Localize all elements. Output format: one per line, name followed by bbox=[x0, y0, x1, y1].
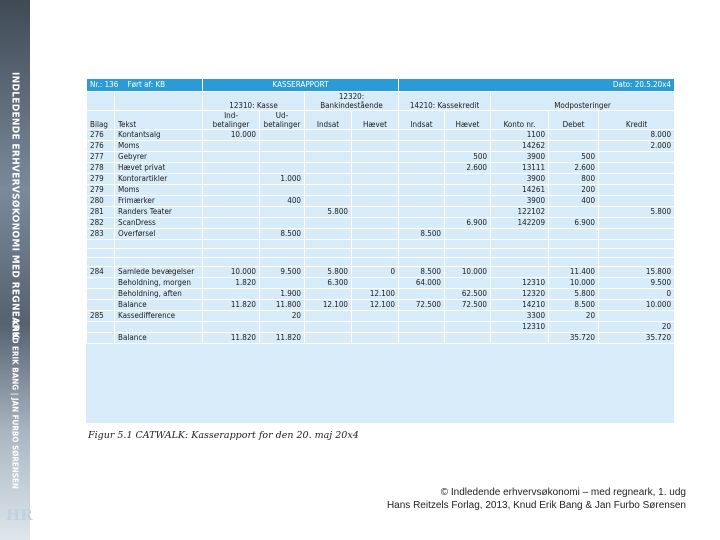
table-cell bbox=[203, 240, 260, 249]
table-cell bbox=[445, 249, 491, 258]
table-cell: 3900 bbox=[491, 152, 549, 163]
table-cell: Overførsel bbox=[115, 229, 203, 240]
table-cell bbox=[399, 322, 445, 333]
table-cell: 20 bbox=[260, 311, 305, 322]
table-cell: 10.000 bbox=[445, 267, 491, 278]
table-cell: 276 bbox=[87, 130, 115, 141]
copyright-line-2: Hans Reitzels Forlag, 2013, Knud Erik Bang & Jan Furbo Sørensen bbox=[386, 500, 686, 511]
table-cell bbox=[352, 185, 399, 196]
table-cell bbox=[260, 240, 305, 249]
table-cell bbox=[445, 185, 491, 196]
table-cell bbox=[352, 141, 399, 152]
table-cell: 3900 bbox=[491, 174, 549, 185]
publisher-logo: HR bbox=[6, 506, 33, 524]
table-cell bbox=[599, 152, 675, 163]
table-row bbox=[87, 249, 675, 258]
table-cell: 20 bbox=[599, 322, 675, 333]
table-cell bbox=[305, 174, 352, 185]
table-cell bbox=[352, 240, 399, 249]
table-cell bbox=[399, 174, 445, 185]
table-cell bbox=[260, 163, 305, 174]
table-cell bbox=[203, 207, 260, 218]
table-cell bbox=[260, 322, 305, 333]
table-cell bbox=[203, 258, 260, 267]
table-cell: 35.720 bbox=[549, 333, 599, 344]
table-cell bbox=[305, 333, 352, 344]
table-cell bbox=[87, 333, 115, 344]
report-header-row bbox=[87, 79, 675, 92]
table-cell bbox=[549, 249, 599, 258]
table-cell bbox=[399, 130, 445, 141]
book-spine bbox=[0, 0, 33, 540]
table-row bbox=[87, 229, 675, 240]
table-cell bbox=[305, 196, 352, 207]
table-cell: 5.800 bbox=[305, 207, 352, 218]
table-cell bbox=[260, 249, 305, 258]
table-cell bbox=[115, 258, 203, 267]
table-cell bbox=[445, 229, 491, 240]
report-number: Nr.: 136 bbox=[90, 80, 119, 89]
column-header: Indsat bbox=[399, 111, 445, 130]
table-cell: ScanDress bbox=[115, 218, 203, 229]
table-cell bbox=[87, 249, 115, 258]
table-row bbox=[87, 278, 675, 289]
table-cell bbox=[549, 207, 599, 218]
table-cell: 11.820 bbox=[260, 333, 305, 344]
table-cell: 1.820 bbox=[203, 278, 260, 289]
table-cell bbox=[549, 240, 599, 249]
table-cell: 12310 bbox=[491, 322, 549, 333]
table-cell: 276 bbox=[87, 141, 115, 152]
table-cell: 11.820 bbox=[203, 333, 260, 344]
table-cell bbox=[352, 258, 399, 267]
table-cell bbox=[399, 258, 445, 267]
table-cell bbox=[203, 249, 260, 258]
table-cell bbox=[203, 311, 260, 322]
table-cell: 11.820 bbox=[203, 300, 260, 311]
column-header: Hævet bbox=[445, 111, 491, 130]
column-header: Tekst bbox=[115, 111, 203, 130]
table-cell bbox=[445, 240, 491, 249]
table-cell bbox=[305, 141, 352, 152]
table-cell bbox=[445, 130, 491, 141]
table-row bbox=[87, 218, 675, 229]
table-cell bbox=[599, 311, 675, 322]
table-cell bbox=[599, 258, 675, 267]
table-cell bbox=[599, 185, 675, 196]
table-cell bbox=[305, 130, 352, 141]
table-cell: 279 bbox=[87, 185, 115, 196]
table-cell bbox=[352, 322, 399, 333]
table-cell bbox=[115, 249, 203, 258]
table-cell bbox=[305, 185, 352, 196]
table-row bbox=[87, 300, 675, 311]
table-cell: 14261 bbox=[491, 185, 549, 196]
table-cell bbox=[352, 333, 399, 344]
table-cell bbox=[203, 163, 260, 174]
table-cell: 5.800 bbox=[305, 267, 352, 278]
kasserapport-figure bbox=[86, 78, 674, 423]
table-cell: Frimærker bbox=[115, 196, 203, 207]
column-header: Ud- betalinger bbox=[260, 111, 305, 130]
table-cell bbox=[203, 141, 260, 152]
table-cell: 8.500 bbox=[549, 300, 599, 311]
table-cell: 9.500 bbox=[599, 278, 675, 289]
table-cell: Kontantsalg bbox=[115, 130, 203, 141]
column-header: Indsat bbox=[305, 111, 352, 130]
table-cell bbox=[491, 267, 549, 278]
table-cell: Kontorartikler bbox=[115, 174, 203, 185]
table-cell: 283 bbox=[87, 229, 115, 240]
table-cell: 10.000 bbox=[599, 300, 675, 311]
table-cell bbox=[260, 130, 305, 141]
table-cell: 12310 bbox=[491, 278, 549, 289]
table-cell bbox=[352, 311, 399, 322]
spine-authors: KNUD ERIK BANG | JAN FURBO SØRENSEN bbox=[10, 320, 20, 489]
table-cell bbox=[445, 322, 491, 333]
table-cell bbox=[352, 163, 399, 174]
table-row bbox=[87, 267, 675, 278]
copyright-line-1: © Indledende erhvervsøkonomi – med regneark, 1. udg bbox=[440, 487, 686, 498]
table-row bbox=[87, 333, 675, 344]
table-cell bbox=[399, 185, 445, 196]
table-cell: 72.500 bbox=[445, 300, 491, 311]
table-cell bbox=[305, 229, 352, 240]
table-cell bbox=[115, 322, 203, 333]
table-cell: 20 bbox=[549, 311, 599, 322]
table-cell bbox=[87, 240, 115, 249]
table-cell bbox=[203, 185, 260, 196]
table-cell: Gebyrer bbox=[115, 152, 203, 163]
table-cell bbox=[305, 249, 352, 258]
table-cell: 9.500 bbox=[260, 267, 305, 278]
table-cell bbox=[352, 278, 399, 289]
header-modposteringer: Modposteringer bbox=[491, 92, 675, 111]
table-cell: 280 bbox=[87, 196, 115, 207]
report-date: Dato: 20.5.20x4 bbox=[399, 79, 675, 92]
table-cell bbox=[445, 196, 491, 207]
table-cell bbox=[399, 207, 445, 218]
table-cell: 72.500 bbox=[399, 300, 445, 311]
table-cell: 3300 bbox=[491, 311, 549, 322]
column-header: Konto nr. bbox=[491, 111, 549, 130]
table-cell: 8.500 bbox=[260, 229, 305, 240]
table-cell bbox=[305, 218, 352, 229]
table-cell: 142209 bbox=[491, 218, 549, 229]
table-cell bbox=[87, 278, 115, 289]
report-title: KASSERAPPORT bbox=[203, 79, 399, 92]
table-cell: 277 bbox=[87, 152, 115, 163]
table-cell bbox=[305, 311, 352, 322]
table-cell: 62.500 bbox=[445, 289, 491, 300]
table-cell bbox=[599, 249, 675, 258]
table-cell bbox=[352, 207, 399, 218]
figure-caption: Figur 5.1 CATWALK: Kasserapport for den 20. maj 20x4 bbox=[88, 430, 359, 441]
table-cell bbox=[260, 218, 305, 229]
table-row bbox=[87, 322, 675, 333]
table-cell: 400 bbox=[549, 196, 599, 207]
table-cell bbox=[305, 289, 352, 300]
table-cell bbox=[87, 289, 115, 300]
table-cell: 284 bbox=[87, 267, 115, 278]
table-cell: 2.000 bbox=[599, 141, 675, 152]
table-cell bbox=[203, 196, 260, 207]
table-cell bbox=[549, 141, 599, 152]
table-cell bbox=[549, 322, 599, 333]
header-kasse: 12310: Kasse bbox=[203, 92, 305, 111]
table-cell bbox=[352, 152, 399, 163]
table-cell bbox=[203, 218, 260, 229]
table-cell bbox=[352, 249, 399, 258]
table-cell: 35.720 bbox=[599, 333, 675, 344]
table-cell bbox=[203, 322, 260, 333]
header-bank: 12320: Bankindestående bbox=[305, 92, 399, 111]
table-cell: Beholdning, morgen bbox=[115, 278, 203, 289]
table-cell: Hævet privat bbox=[115, 163, 203, 174]
column-header: Ind- betalinger bbox=[203, 111, 260, 130]
table-cell: 14262 bbox=[491, 141, 549, 152]
table-cell bbox=[115, 240, 203, 249]
table-cell bbox=[549, 229, 599, 240]
table-cell: 8.500 bbox=[399, 229, 445, 240]
table-cell bbox=[203, 229, 260, 240]
table-cell bbox=[260, 185, 305, 196]
table-cell: Moms bbox=[115, 185, 203, 196]
table-row bbox=[87, 174, 675, 185]
table-cell: 3900 bbox=[491, 196, 549, 207]
table-cell: 278 bbox=[87, 163, 115, 174]
table-cell bbox=[399, 141, 445, 152]
table-cell bbox=[352, 130, 399, 141]
header-kassekredit: 14210: Kassekredit bbox=[399, 92, 491, 111]
table-cell: 10.000 bbox=[203, 267, 260, 278]
table-cell: 64.000 bbox=[399, 278, 445, 289]
column-header: Debet bbox=[549, 111, 599, 130]
table-cell: 0 bbox=[599, 289, 675, 300]
table-cell bbox=[445, 174, 491, 185]
table-cell bbox=[203, 174, 260, 185]
table-cell: 6.900 bbox=[549, 218, 599, 229]
report-fort-af: Ført af: KB bbox=[127, 80, 166, 89]
table-cell bbox=[352, 229, 399, 240]
table-cell bbox=[87, 300, 115, 311]
table-cell bbox=[260, 141, 305, 152]
table-cell: 12.100 bbox=[352, 289, 399, 300]
table-cell: 10.000 bbox=[203, 130, 260, 141]
column-header: Kredit bbox=[599, 111, 675, 130]
table-cell bbox=[260, 258, 305, 267]
table-cell bbox=[599, 240, 675, 249]
table-cell bbox=[203, 289, 260, 300]
table-cell bbox=[599, 229, 675, 240]
table-cell: 282 bbox=[87, 218, 115, 229]
table-cell bbox=[399, 196, 445, 207]
table-row bbox=[87, 163, 675, 174]
table-cell bbox=[491, 229, 549, 240]
table-cell: 15.800 bbox=[599, 267, 675, 278]
table-cell bbox=[399, 311, 445, 322]
table-row bbox=[87, 152, 675, 163]
table-row bbox=[87, 311, 675, 322]
table-row bbox=[87, 185, 675, 196]
table-cell bbox=[491, 249, 549, 258]
table-cell: 8.000 bbox=[599, 130, 675, 141]
table-cell: 11.400 bbox=[549, 267, 599, 278]
table-cell bbox=[399, 218, 445, 229]
table-cell bbox=[399, 289, 445, 300]
table-cell: Balance bbox=[115, 333, 203, 344]
table-cell: 12.100 bbox=[352, 300, 399, 311]
table-cell bbox=[399, 163, 445, 174]
table-cell: 6.300 bbox=[305, 278, 352, 289]
table-cell bbox=[599, 196, 675, 207]
table-cell bbox=[352, 218, 399, 229]
table-cell bbox=[445, 278, 491, 289]
table-cell: 122102 bbox=[491, 207, 549, 218]
table-cell bbox=[549, 130, 599, 141]
table-cell bbox=[399, 333, 445, 344]
table-cell: Balance bbox=[115, 300, 203, 311]
table-cell bbox=[352, 196, 399, 207]
table-cell: 1.900 bbox=[260, 289, 305, 300]
table-cell bbox=[445, 311, 491, 322]
table-cell: 8.500 bbox=[399, 267, 445, 278]
table-row bbox=[87, 196, 675, 207]
table-cell: 6.900 bbox=[445, 218, 491, 229]
table-cell bbox=[87, 258, 115, 267]
table-cell bbox=[599, 174, 675, 185]
table-row bbox=[87, 141, 675, 152]
table-cell bbox=[399, 152, 445, 163]
table-cell bbox=[491, 258, 549, 267]
table-cell: 500 bbox=[549, 152, 599, 163]
table-cell: 500 bbox=[445, 152, 491, 163]
table-cell bbox=[260, 207, 305, 218]
table-cell bbox=[445, 258, 491, 267]
table-cell: 2.600 bbox=[549, 163, 599, 174]
table-cell: Randers Teater bbox=[115, 207, 203, 218]
table-cell: 0 bbox=[352, 267, 399, 278]
table-cell bbox=[599, 218, 675, 229]
table-cell: 11.800 bbox=[260, 300, 305, 311]
table-cell bbox=[399, 249, 445, 258]
table-cell: 14210 bbox=[491, 300, 549, 311]
kasserapport-table bbox=[86, 78, 675, 344]
table-cell: Beholdning, aften bbox=[115, 289, 203, 300]
table-cell bbox=[260, 152, 305, 163]
table-row bbox=[87, 240, 675, 249]
table-cell bbox=[549, 258, 599, 267]
table-cell: 200 bbox=[549, 185, 599, 196]
table-cell: 5.800 bbox=[599, 207, 675, 218]
table-cell: 5.800 bbox=[549, 289, 599, 300]
column-header-row bbox=[87, 111, 675, 130]
table-cell bbox=[203, 152, 260, 163]
table-cell bbox=[305, 152, 352, 163]
table-cell bbox=[599, 163, 675, 174]
table-cell bbox=[491, 240, 549, 249]
table-cell: 1100 bbox=[491, 130, 549, 141]
table-cell: 10.000 bbox=[549, 278, 599, 289]
table-cell bbox=[445, 141, 491, 152]
table-cell: 12320 bbox=[491, 289, 549, 300]
table-cell: 800 bbox=[549, 174, 599, 185]
table-cell bbox=[445, 207, 491, 218]
spine-title: INDLEDENDE ERHVERVSØKONOMI MED REGNEARK bbox=[9, 71, 21, 340]
table-cell: Kassedifference bbox=[115, 311, 203, 322]
table-cell: 285 bbox=[87, 311, 115, 322]
table-cell: 400 bbox=[260, 196, 305, 207]
table-cell: 13111 bbox=[491, 163, 549, 174]
table-cell bbox=[352, 174, 399, 185]
table-cell: 1.000 bbox=[260, 174, 305, 185]
table-cell bbox=[305, 258, 352, 267]
column-header: Hævet bbox=[352, 111, 399, 130]
table-cell: Moms bbox=[115, 141, 203, 152]
table-cell: 12.100 bbox=[305, 300, 352, 311]
table-cell bbox=[491, 333, 549, 344]
table-cell bbox=[445, 333, 491, 344]
table-row bbox=[87, 207, 675, 218]
table-cell: 2.600 bbox=[445, 163, 491, 174]
table-cell bbox=[305, 322, 352, 333]
table-row bbox=[87, 289, 675, 300]
table-row bbox=[87, 258, 675, 267]
table-cell: 279 bbox=[87, 174, 115, 185]
table-cell: Samlede bevægelser bbox=[115, 267, 203, 278]
table-cell bbox=[87, 322, 115, 333]
table-cell: 281 bbox=[87, 207, 115, 218]
table-cell bbox=[305, 163, 352, 174]
copyright-notice bbox=[387, 486, 686, 512]
table-cell bbox=[260, 278, 305, 289]
table-row bbox=[87, 130, 675, 141]
table-cell bbox=[305, 240, 352, 249]
table-cell bbox=[399, 240, 445, 249]
column-header: Bilag bbox=[87, 111, 115, 130]
